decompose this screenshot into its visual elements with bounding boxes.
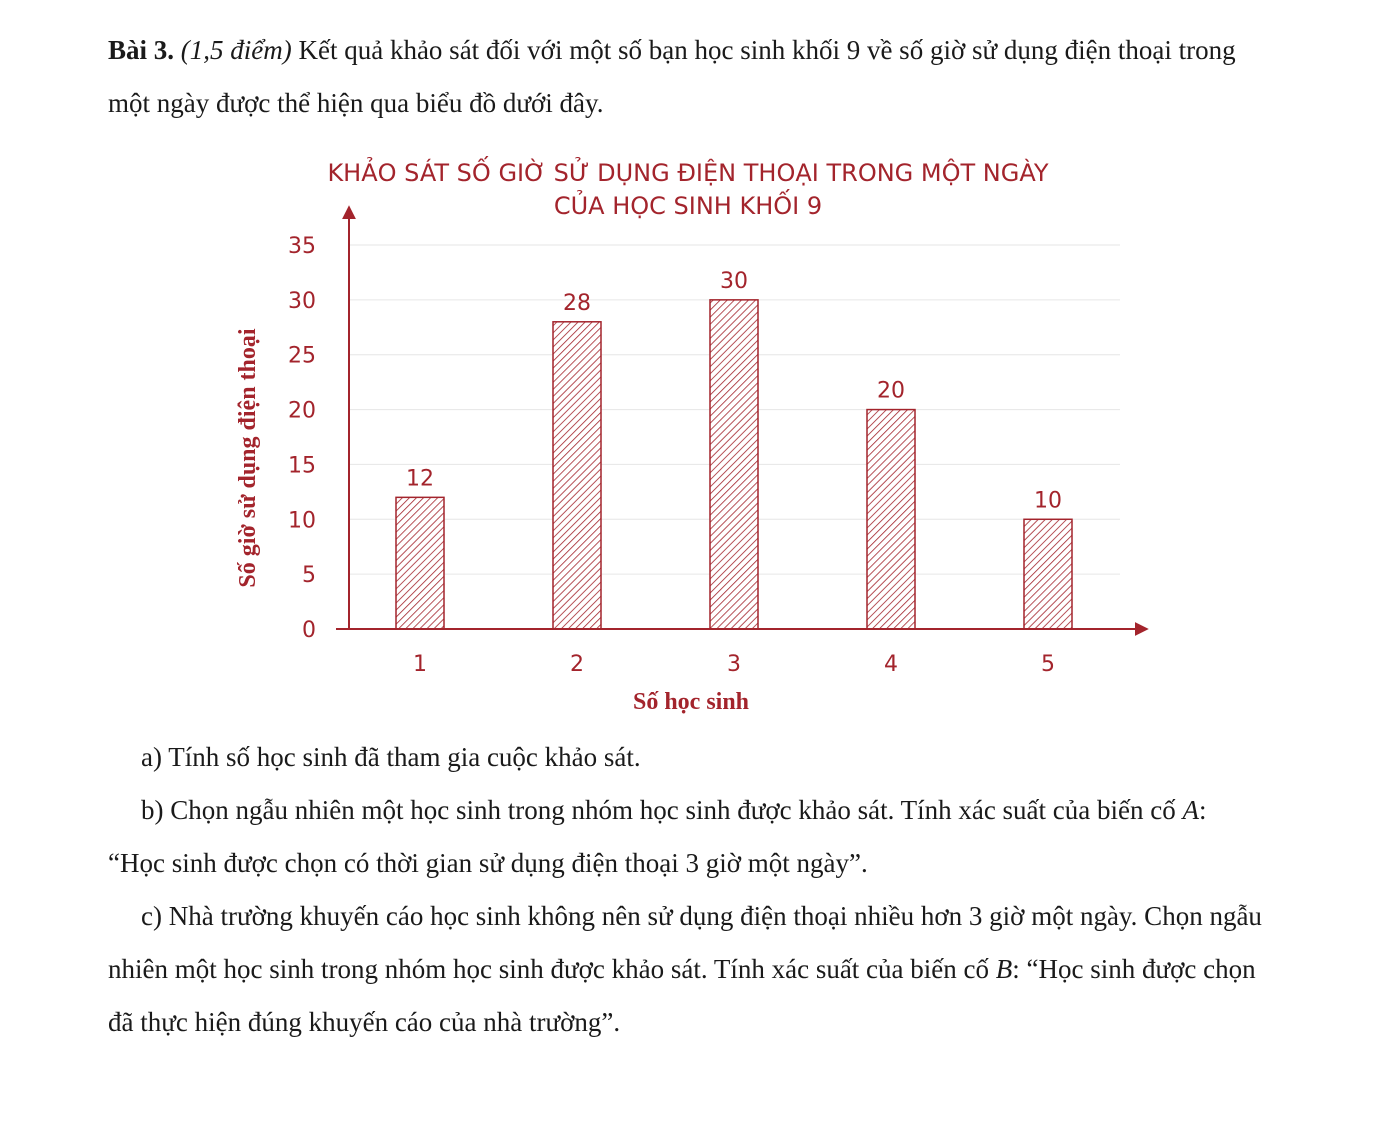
question-a: a) Tính số học sinh đã tham gia cuộc khảo sát. bbox=[141, 742, 641, 772]
data-label: 28 bbox=[563, 290, 591, 316]
bar bbox=[1024, 519, 1072, 629]
question-c-event: : “Học sinh được chọn đã thực hiện đúng khuyến cáo của nhà trường”. bbox=[108, 954, 1256, 1037]
bar bbox=[867, 410, 915, 629]
x-tick-label: 3 bbox=[727, 652, 741, 677]
data-label: 12 bbox=[406, 466, 434, 492]
x-tick-labels bbox=[413, 652, 1055, 677]
y-tick-label: 20 bbox=[288, 398, 316, 424]
y-tick-label: 15 bbox=[288, 453, 316, 479]
bar bbox=[396, 497, 444, 629]
event-a: A bbox=[1182, 795, 1199, 825]
chart-title-line2: CỦA HỌC SINH KHỐI 9 bbox=[553, 192, 823, 220]
chart-title-line1: KHẢO SÁT SỐ GIỜ SỬ DỤNG ĐIỆN THOẠI TRONG MỘT NGÀY bbox=[327, 159, 1049, 187]
question-c-text: c) Nhà trường khuyến cáo học sinh không nên sử dụng điện thoại nhiều hơn 3 giờ một ngày. Chọn ngẫu nhiên một học sinh trong nhóm học sinh được khảo sát. Tính xác suất của biến cố bbox=[108, 901, 1262, 984]
y-axis-title: Số giờ sử dụng điện thoại bbox=[235, 328, 261, 588]
question-b-event: : “Học sinh được chọn có thời gian sử dụng điện thoại 3 giờ một ngày”. bbox=[108, 795, 1207, 878]
y-tick-label: 0 bbox=[302, 618, 316, 643]
problem-points: (1,5 điểm) bbox=[180, 35, 292, 65]
y-tick-label: 10 bbox=[288, 508, 316, 534]
problem-text: Kết quả khảo sát đối với một số bạn học sinh khối 9 về số giờ sử dụng điện thoại trong một ngày được thể hiện qua biểu đồ dưới đây. bbox=[108, 35, 1236, 118]
x-axis-title: Số học sinh bbox=[632, 689, 750, 715]
y-tick-label: 30 bbox=[288, 288, 316, 314]
y-tick-label: 25 bbox=[288, 343, 316, 369]
y-tick-labels bbox=[288, 234, 316, 643]
bar bbox=[553, 322, 601, 629]
x-tick-label: 4 bbox=[884, 652, 898, 677]
data-label: 20 bbox=[877, 378, 905, 404]
bar bbox=[710, 300, 758, 629]
problem-statement bbox=[108, 24, 1270, 130]
question-c bbox=[108, 890, 1270, 1049]
question-b-text: b) Chọn ngẫu nhiên một học sinh trong nhóm học sinh được khảo sát. Tính xác suất của biến cố bbox=[141, 795, 1183, 825]
x-tick-label: 2 bbox=[570, 652, 584, 677]
problem-label: Bài 3. bbox=[108, 35, 175, 65]
bar-chart bbox=[210, 145, 1170, 725]
question-b bbox=[108, 784, 1270, 890]
data-label: 10 bbox=[1034, 488, 1062, 514]
y-tick-label: 35 bbox=[288, 234, 316, 259]
event-b: B bbox=[995, 954, 1013, 984]
x-tick-label: 5 bbox=[1041, 652, 1055, 677]
x-tick-label: 1 bbox=[413, 652, 427, 677]
data-label: 30 bbox=[720, 268, 748, 294]
y-tick-label: 5 bbox=[302, 563, 316, 589]
